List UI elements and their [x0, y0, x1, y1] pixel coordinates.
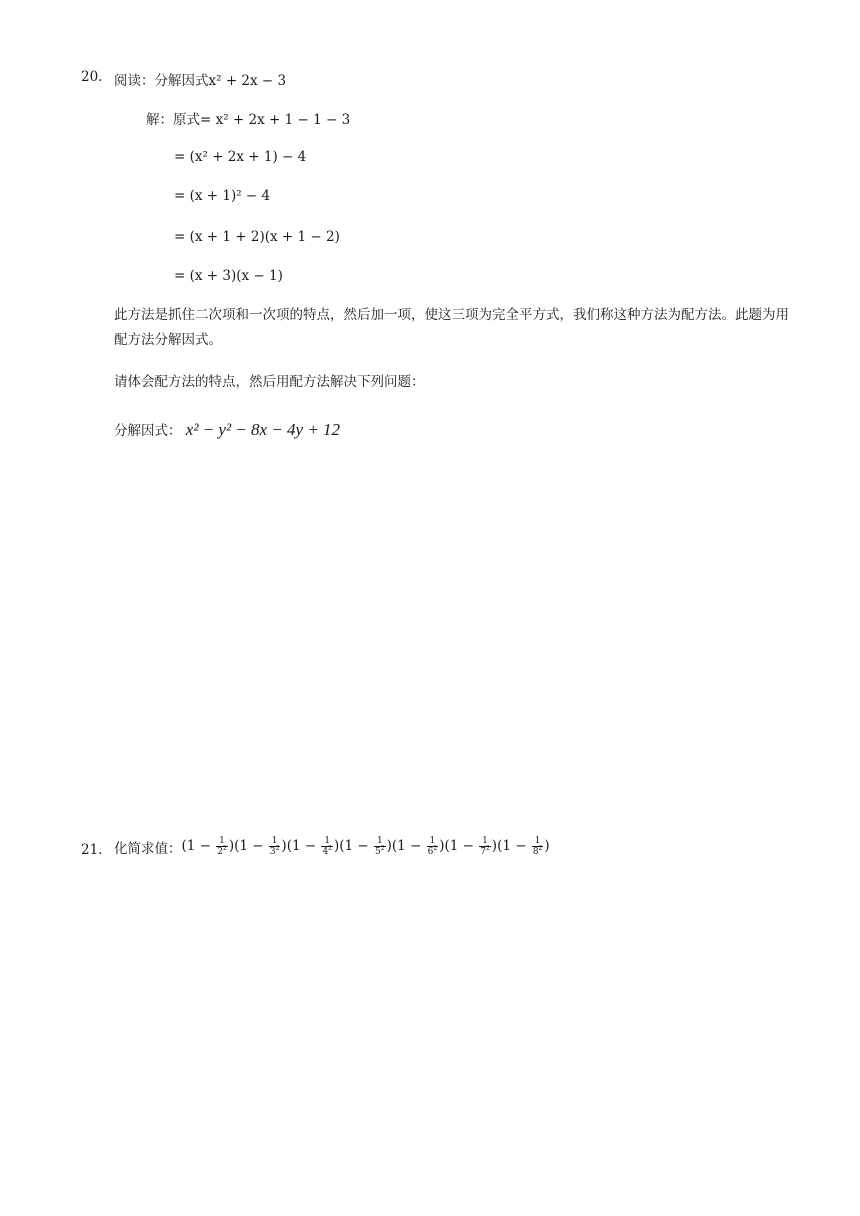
task-line — [114, 419, 340, 440]
fraction: $\frac{1}{4^2}$ — [322, 836, 332, 857]
solution-line: = (x + 3)(x − 1) — [174, 268, 283, 284]
factor-term: (1 − $\frac{1}{8^2}$ ) — [497, 836, 550, 857]
fraction: $\frac{1}{5^2}$ — [375, 836, 385, 857]
question-number: 21. — [81, 842, 103, 858]
solution-line: = (x + 1)² − 4 — [174, 188, 271, 204]
solution-line: = (x² + 2x + 1) − 4 — [174, 149, 307, 165]
explanation-paragraph: 此方法是抓住二次项和一次项的特点，然后加一项，使这三项为完全平方式，我们称这种方法为配方法。此题为用配方法分解因式。 — [114, 307, 789, 348]
task-label: 分解因式： — [114, 423, 182, 439]
factor-term: (1 − $\frac{1}{6^2}$ ) — [391, 836, 445, 857]
fraction: $\frac{1}{2^2}$ — [217, 836, 227, 857]
factor-term: (1 − $\frac{1}{5^2}$ ) — [339, 836, 392, 857]
question-21-line — [114, 836, 550, 857]
question-title: 阅读：分解因式x² + 2x − 3 — [114, 73, 287, 89]
instruction-text: 请体会配方法的特点，然后用配方法解决下列问题： — [114, 374, 425, 390]
fraction: $\frac{1}{6^2}$ — [427, 836, 438, 857]
fraction: $\frac{1}{8^2}$ — [532, 836, 543, 857]
product-expression — [181, 836, 550, 857]
question-number: 20. — [81, 69, 103, 85]
question-label: 化简求值： — [114, 840, 182, 857]
factor-term: (1 − $\frac{1}{2^2}$ ) — [181, 836, 235, 857]
solution-line: 解：原式= x² + 2x + 1 − 1 − 3 — [146, 112, 351, 128]
solution-line: = (x + 1 + 2)(x + 1 − 2) — [174, 229, 340, 245]
fraction: $\frac{1}{7^2}$ — [480, 836, 490, 857]
factor-term: (1 − $\frac{1}{4^2}$ ) — [286, 836, 340, 857]
fraction: $\frac{1}{3^2}$ — [269, 836, 280, 857]
factor-term: (1 − $\frac{1}{3^2}$ ) — [234, 836, 287, 857]
task-expression: x² − y² − 8x − 4y + 12 — [185, 420, 341, 439]
factor-term: (1 − $\frac{1}{7^2}$ ) — [444, 836, 498, 857]
